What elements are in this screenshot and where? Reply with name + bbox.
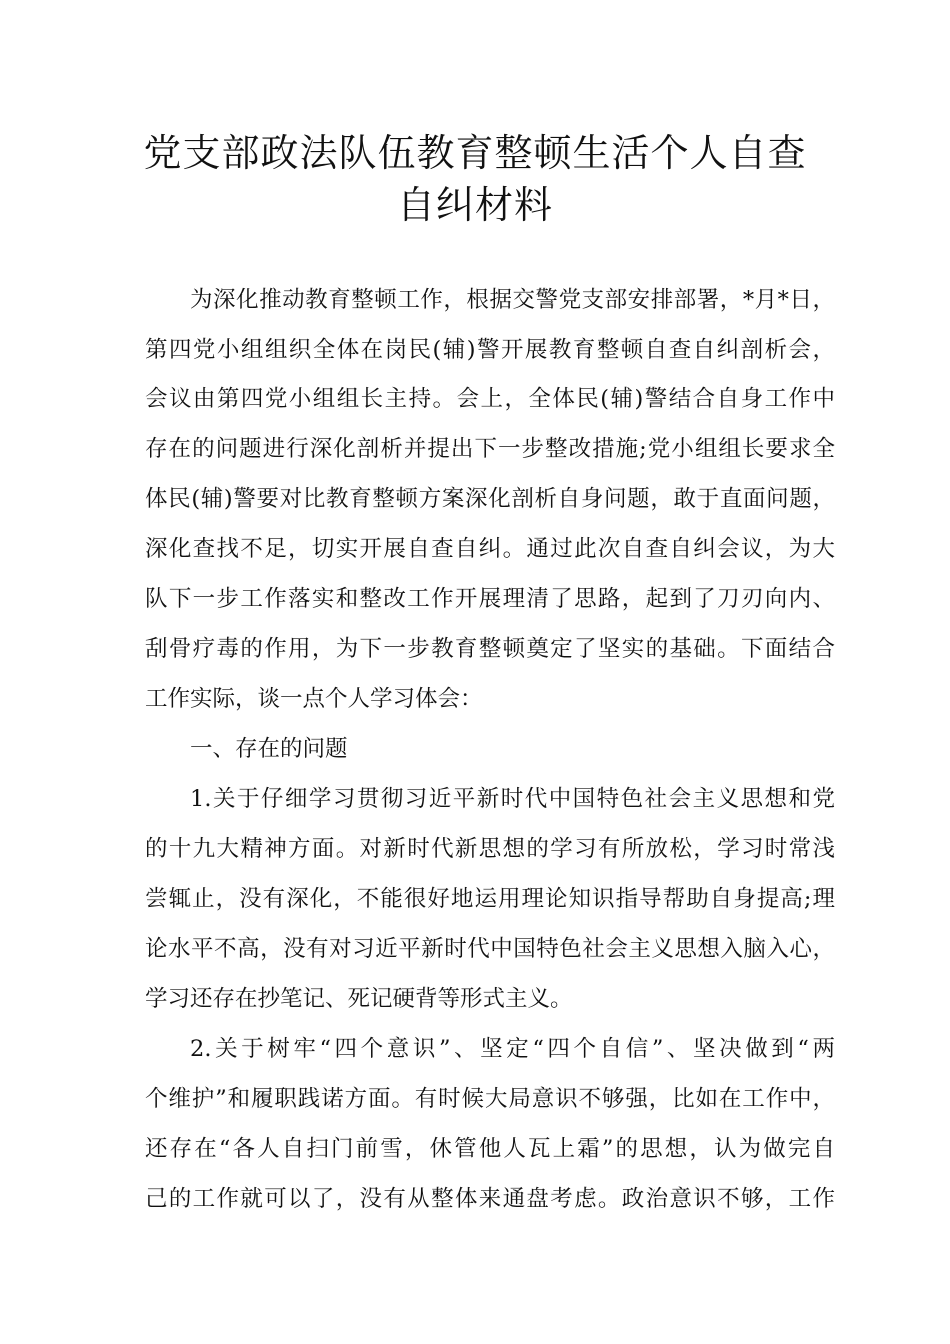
paragraph-1-line-9: 工作实际，谈一点个人学习体会： [145, 686, 483, 712]
paragraph-1-line-1: 为深化推动教育整顿工作，根据交警党支部安排部署，*月*日， [190, 287, 835, 313]
item-2-line-2: 个维护”和履职践诺方面。有时候大局意识不够强，比如在工作中， [145, 1086, 835, 1112]
item-2-line-4: 己的工作就可以了，没有从整体来通盘考虑。政治意识不够，工作 [145, 1186, 835, 1212]
document-title-line-1: 党支部政法队伍教育整顿生活个人自查 [143, 131, 807, 175]
paragraph-1-line-5: 体民(辅)警要对比教育整顿方案深化剖析自身问题，敢于直面问题， [145, 486, 835, 512]
paragraph-1-line-3: 会议由第四党小组组长主持。会上，全体民(辅)警结合自身工作中 [145, 386, 835, 412]
paragraph-1-line-4: 存在的问题进行深化剖析并提出下一步整改措施;党小组组长要求全 [145, 436, 835, 462]
paragraph-1-line-7: 队下一步工作落实和整改工作开展理清了思路，起到了刀刃向内、 [145, 586, 835, 612]
paragraph-1-line-6: 深化查找不足，切实开展自查自纠。通过此次自查自纠会议，为大 [145, 536, 835, 562]
item-2-line-3: 还存在“各人自扫门前雪，休管他人瓦上霜”的思想，认为做完自 [145, 1136, 835, 1162]
document-title-line-2: 自纠材料 [396, 183, 553, 227]
item-1-line-4: 论水平不高，没有对习近平新时代中国特色社会主义思想入脑入心， [145, 936, 835, 962]
paragraph-1-line-8: 刮骨疗毒的作用，为下一步教育整顿奠定了坚实的基础。下面结合 [145, 636, 835, 662]
item-1-line-5: 学习还存在抄笔记、死记硬背等形式主义。 [145, 986, 573, 1012]
item-1-line-2: 的十九大精神方面。对新时代新思想的学习有所放松，学习时常浅 [145, 836, 835, 862]
item-1-line-1: 1.关于仔细学习贯彻习近平新时代中国特色社会主义思想和党 [190, 786, 835, 812]
paragraph-1-line-2: 第四党小组组织全体在岗民(辅)警开展教育整顿自查自纠剖析会， [145, 337, 835, 363]
item-2-line-1: 2.关于树牢“四个意识”、坚定“四个自信”、坚决做到“两 [190, 1036, 835, 1062]
item-1-line-3: 尝辄止，没有深化，不能很好地运用理论知识指导帮助自身提高;理 [145, 886, 835, 912]
section-heading: 一、存在的问题 [190, 736, 348, 762]
